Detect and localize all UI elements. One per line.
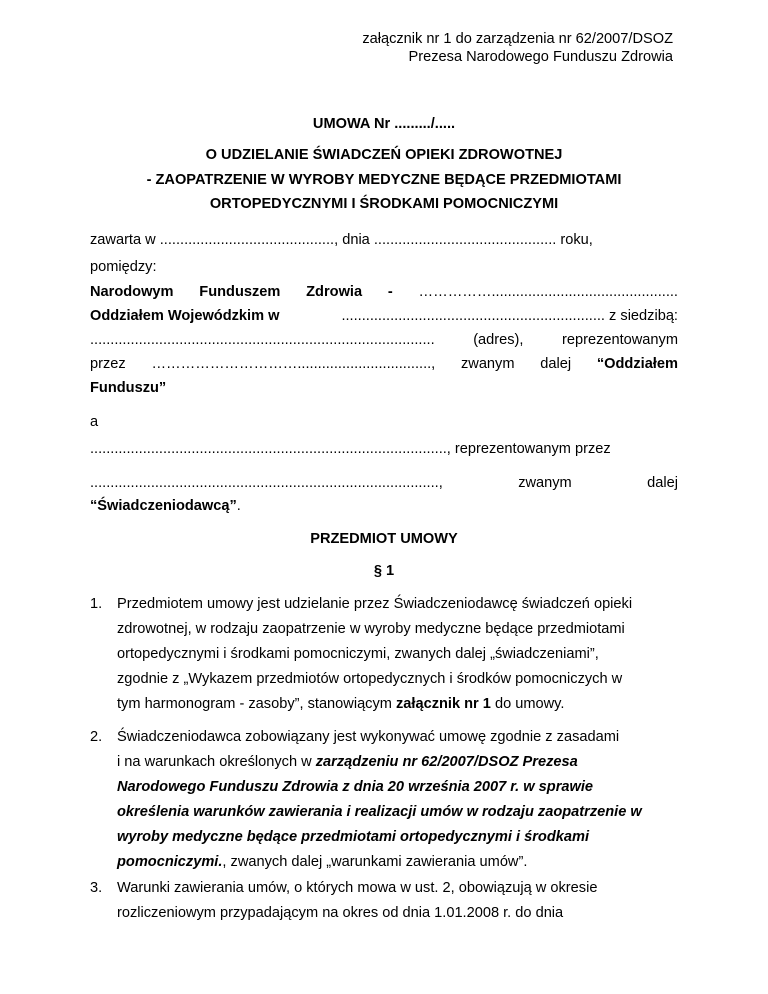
party1-word: Funduszem xyxy=(199,284,281,300)
text: i na warunkach określonych w xyxy=(117,754,316,770)
item-1-line-3: ortopedycznymi i środkami pomocniczymi, zwanych dalej „świadczeniami”, xyxy=(117,646,599,662)
party1-line-3 xyxy=(90,332,678,348)
party2-line-2 xyxy=(90,475,678,491)
item-3-line-1: Warunki zawierania umów, o których mowa w ust. 2, obowiązują w okresie xyxy=(117,880,598,896)
text: do umowy. xyxy=(490,696,565,712)
party1-line-1 xyxy=(90,284,678,300)
party1-blank: …………….............................................. xyxy=(418,284,678,300)
regional-branch-blank: ................................................................. z siedzibą: xyxy=(341,308,678,324)
regulation-ref-end: pomocniczymi. xyxy=(117,854,223,870)
item-1-line-2: zdrowotnej, w rodzaju zaopatrzenie w wyroby medyczne będące przedmiotami xyxy=(117,621,625,637)
attachment-header xyxy=(362,30,673,66)
item-2-line-3: Narodowego Funduszu Zdrowia z dnia 20 września 2007 r. w sprawie xyxy=(117,779,594,795)
attachment-ref: załącznik nr 1 xyxy=(396,696,491,712)
provider-blank: ......................................................................................, xyxy=(90,475,443,491)
title-line-1: O UDZIELANIE ŚWIADCZEŃ OPIEKI ZDROWOTNEJ xyxy=(205,147,563,163)
item-2-line-2 xyxy=(117,754,678,770)
party2-line-3 xyxy=(90,498,678,514)
paragraph-symbol: § 1 xyxy=(373,563,395,579)
between-label: pomiędzy: xyxy=(90,259,157,275)
address-label: (adres), xyxy=(473,332,524,348)
item-2-line-4: określenia warunków zawierania i realizacji umów w rodzaju zaopatrzenie w xyxy=(117,804,642,820)
item-3-number: 3. xyxy=(90,880,103,896)
branch-term: “Oddziałem xyxy=(596,356,678,372)
item-2-number: 2. xyxy=(90,729,103,745)
party1-line-4 xyxy=(90,356,678,372)
header-line-2: Prezesa Narodowego Funduszu Zdrowia xyxy=(408,49,673,65)
called-label: zwanym xyxy=(460,356,515,372)
text: Przedmiotem umowy jest udzielanie przez Świadczeniodawcę świadczeń opieki xyxy=(117,596,633,612)
provider-term-dot: . xyxy=(236,498,241,514)
contract-number: UMOWA Nr ........./..... xyxy=(312,116,456,132)
title-line-2: - ZAOPATRZENIE W WYROBY MEDYCZNE BĘDĄCE PRZEDMIOTAMI xyxy=(146,172,622,188)
further-label: dalej xyxy=(647,475,678,491)
party1-word: - xyxy=(387,284,393,300)
section-heading: PRZEDMIOT UMOWY xyxy=(310,531,458,547)
text: tym harmonogram - zasoby”, stanowiącym xyxy=(117,696,396,712)
party1-line-2 xyxy=(90,308,678,324)
item-1-number: 1. xyxy=(90,596,103,612)
concluded-line: zawarta w ..........................................., dnia ............................................. roku, xyxy=(90,232,593,248)
party1-word: Zdrowia xyxy=(306,284,363,300)
text: , zwanych dalej „warunkami zawierania umów”. xyxy=(222,854,528,870)
item-2-line-5: wyroby medyczne będące przedmiotami ortopedycznymi i środkami xyxy=(117,829,590,845)
further-label: dalej xyxy=(540,356,572,372)
header-line-1: załącznik nr 1 do zarządzenia nr 62/2007/DSOZ xyxy=(362,31,673,47)
title-line-3: ORTOPEDYCZNYMI I ŚRODKAMI POMOCNICZYMI xyxy=(209,196,559,212)
representative-blank: …………………………................................., xyxy=(151,356,436,372)
item-2-line-1: Świadczeniodawca zobowiązany jest wykonywać umowę zgodnie z zasadami xyxy=(117,729,620,745)
party1-word: Narodowym xyxy=(90,284,174,300)
address-blank: ..................................................................................... xyxy=(90,332,435,348)
regional-branch-label: Oddziałem Wojewódzkim w xyxy=(90,308,280,324)
and-label: a xyxy=(90,414,99,430)
by-label: przez xyxy=(90,356,126,372)
item-1-line-1 xyxy=(117,596,678,612)
item-1-line-5 xyxy=(117,696,678,712)
item-3-line-2: rozliczeniowym przypadającym na okres od dnia 1.01.2008 r. do dnia xyxy=(117,905,564,921)
item-2-line-6 xyxy=(117,854,678,870)
item-1-line-4: zgodnie z „Wykazem przedmiotów ortopedycznych i środków pomocniczych w xyxy=(117,671,623,687)
party1-line-5: Funduszu” xyxy=(90,380,167,396)
party2-line-1: ........................................................................................, reprezentowanym przez xyxy=(90,441,611,457)
called-label: zwanym xyxy=(518,475,572,491)
provider-term: “Świadczeniodawcą” xyxy=(90,498,237,514)
represented-label: reprezentowanym xyxy=(562,332,678,348)
regulation-ref: zarządzeniu nr 62/2007/DSOZ Prezesa xyxy=(315,754,578,770)
